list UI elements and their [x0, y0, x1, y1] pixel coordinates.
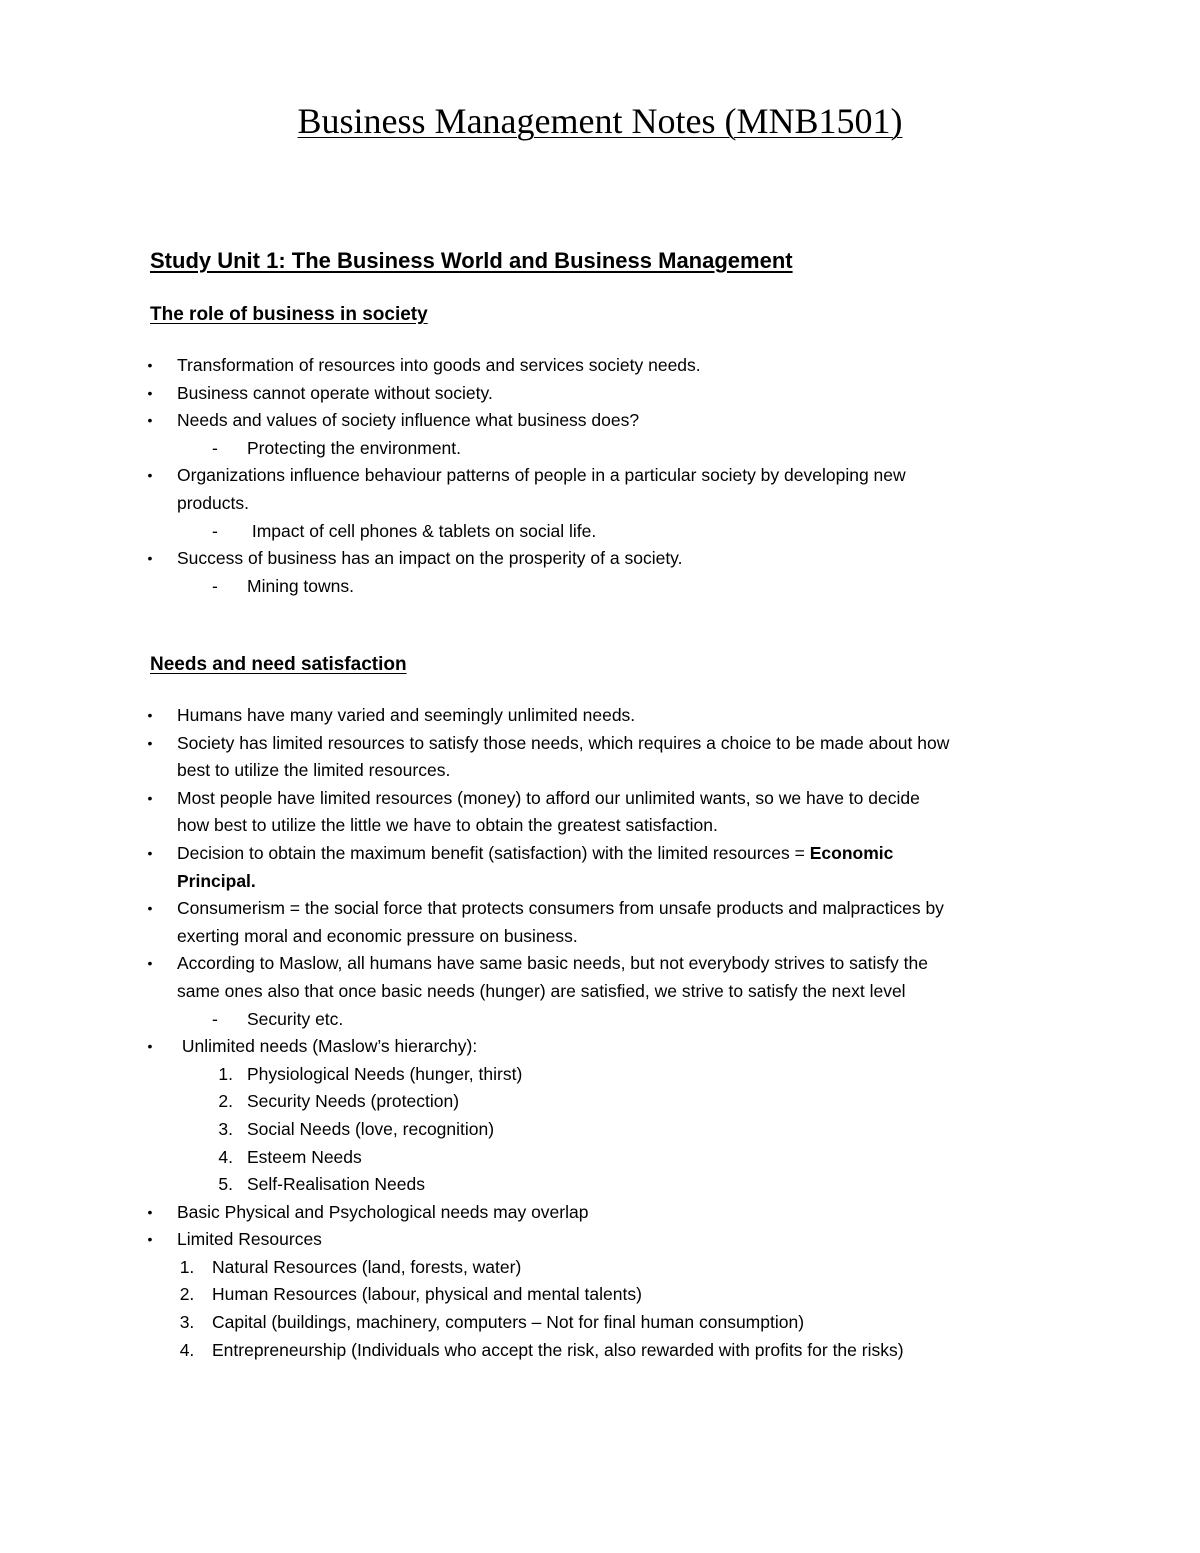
list-item — [140, 702, 1060, 730]
item-number: 5. — [218, 1174, 233, 1195]
numbered-item-text: Security Needs (protection) — [247, 1091, 460, 1112]
bullet-icon: • — [147, 900, 153, 917]
list-item — [140, 840, 1060, 868]
item-number: 1. — [179, 1256, 195, 1277]
bullet-icon: • — [147, 467, 153, 484]
sub-list-item-text: Security etc. — [247, 1008, 344, 1029]
list-item-text — [177, 840, 893, 868]
sub-list-item — [140, 1006, 1060, 1034]
list-item-text: how best to utilize the little we have to obtain the greatest satisfaction. — [177, 815, 718, 836]
list-item — [140, 1033, 1060, 1061]
list-item-continuation — [140, 868, 1060, 896]
list-item-text: Unlimited needs (Maslow’s hierarchy): — [177, 1036, 478, 1057]
list-item-text: same ones also that once basic needs (hunger) are satisfied, we strive to satisfy the next level — [177, 980, 906, 1001]
item-number: 4. — [218, 1146, 233, 1167]
list-item-text: Basic Physical and Psychological needs may overlap — [177, 1201, 589, 1222]
list-item-text: exerting moral and economic pressure on business. — [177, 925, 578, 946]
sub-list-item-text: Impact of cell phones & tablets on social life. — [247, 520, 597, 541]
bullet-icon: • — [147, 384, 153, 401]
list-item — [140, 785, 1060, 813]
numbered-item-text: Esteem Needs — [247, 1146, 362, 1167]
list-item — [140, 895, 1060, 923]
economic-term-bold: Economic — [809, 842, 894, 863]
bullet-icon: • — [147, 1203, 153, 1220]
list-item-text: Humans have many varied and seemingly unlimited needs. — [177, 705, 636, 725]
resource-item-text: Human Resources (labour, physical and mental talents) — [212, 1284, 642, 1305]
numbered-item-text: Social Needs (love, recognition) — [247, 1118, 495, 1139]
list-item-continuation — [140, 812, 1060, 840]
numbered-item — [140, 1061, 1060, 1089]
numbered-item — [140, 1144, 1060, 1172]
numbered-item — [140, 1088, 1060, 1116]
list-item-text-plain: Decision to obtain the maximum benefit (satisfaction) with the limited resources = — [177, 842, 810, 863]
list-item — [140, 950, 1060, 978]
principal-term-bold: Principal. — [177, 870, 256, 891]
list-item — [140, 1199, 1060, 1227]
list-item-continuation — [140, 978, 1060, 1006]
sub-list-item — [140, 573, 1060, 601]
list-item-text: Organizations influence behaviour patterns of people in a particular society by developing new — [177, 465, 906, 486]
numbered-item — [140, 1171, 1060, 1199]
bullet-icon: • — [147, 789, 153, 806]
needs-list — [140, 702, 1060, 1364]
resource-item — [140, 1254, 1060, 1282]
item-number: 3. — [179, 1312, 195, 1333]
item-number: 1. — [218, 1063, 233, 1084]
section-heading-role-of-business: The role of business in society — [150, 304, 428, 325]
list-item-text: Most people have limited resources (money) to afford our unlimited wants, so we have to decide — [177, 787, 920, 808]
resource-item-text: Capital (buildings, machinery, computers – Not for final human consumption) — [212, 1312, 805, 1333]
role-of-business-list — [140, 352, 1060, 600]
sub-list-item-text: Mining towns. — [247, 575, 354, 596]
bullet-icon: • — [147, 844, 153, 861]
dash-marker: - — [212, 520, 218, 541]
numbered-item-text: Self-Realisation Needs — [247, 1174, 426, 1195]
dash-marker: - — [212, 1008, 218, 1029]
list-item-text: Consumerism = the social force that protects consumers from unsafe products and malpractices by — [177, 898, 944, 919]
dash-marker: - — [212, 437, 218, 458]
section-heading-needs: Needs and need satisfaction — [150, 654, 407, 675]
list-item — [140, 1226, 1060, 1254]
bullet-icon: • — [147, 707, 153, 723]
item-number: 3. — [218, 1118, 233, 1139]
numbered-item — [140, 1116, 1060, 1144]
item-number: 4. — [179, 1339, 195, 1360]
list-item-text: Success of business has an impact on the prosperity of a society. — [177, 548, 683, 569]
list-item — [140, 545, 1060, 573]
list-item — [140, 380, 1060, 408]
list-item-text: Transformation of resources into goods and services society needs. — [177, 355, 701, 375]
bullet-icon: • — [147, 1231, 153, 1248]
sub-list-item — [140, 435, 1060, 463]
list-item-text — [177, 868, 256, 896]
bullet-icon: • — [147, 412, 153, 429]
resource-item — [140, 1281, 1060, 1309]
list-item — [140, 462, 1060, 490]
bullet-icon: • — [147, 357, 153, 373]
list-item — [140, 407, 1060, 435]
bullet-icon: • — [147, 955, 153, 972]
bullet-icon: • — [147, 734, 153, 751]
sub-list-item — [140, 518, 1060, 546]
bullet-icon: • — [147, 1038, 153, 1055]
list-item-text: Needs and values of society influence what business does? — [177, 410, 640, 431]
list-item-continuation — [140, 923, 1060, 951]
list-item-text: best to utilize the limited resources. — [177, 760, 451, 781]
list-item-text: products. — [177, 492, 249, 513]
list-item-text: Limited Resources — [177, 1229, 322, 1250]
item-number: 2. — [179, 1284, 195, 1305]
list-item-text: Society has limited resources to satisfy those needs, which requires a choice to be made about how — [177, 732, 950, 753]
resource-item — [140, 1337, 1060, 1365]
study-unit-heading: Study Unit 1: The Business World and Business Management — [150, 248, 793, 273]
list-item — [140, 352, 1060, 380]
list-item-continuation — [140, 490, 1060, 518]
list-item-text: Business cannot operate without society. — [177, 382, 493, 403]
list-item-continuation — [140, 757, 1060, 785]
resource-item-text: Entrepreneurship (Individuals who accept the risk, also rewarded with profits for the risks) — [212, 1339, 904, 1360]
dash-marker: - — [212, 575, 218, 596]
list-item-text: According to Maslow, all humans have same basic needs, but not everybody strives to satisfy the — [177, 953, 928, 974]
numbered-item-text: Physiological Needs (hunger, thirst) — [247, 1063, 523, 1084]
list-item — [140, 730, 1060, 758]
resource-item-text: Natural Resources (land, forests, water) — [212, 1256, 522, 1277]
sub-list-item-text: Protecting the environment. — [247, 437, 462, 458]
resource-item — [140, 1309, 1060, 1337]
document-title: Business Management Notes (MNB1501) — [297, 101, 903, 141]
bullet-icon: • — [147, 550, 153, 567]
item-number: 2. — [218, 1091, 233, 1112]
